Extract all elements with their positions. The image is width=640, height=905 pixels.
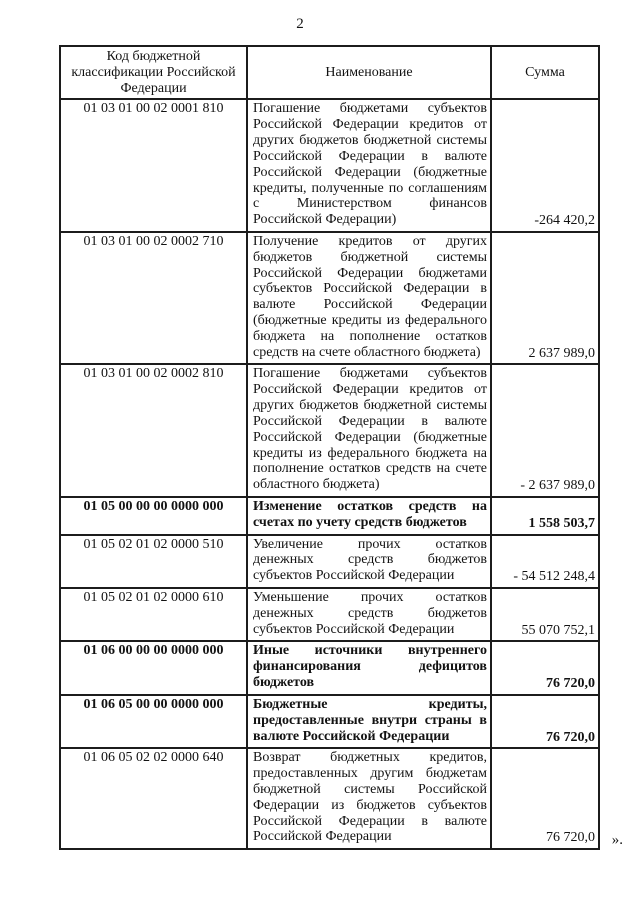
- row-sum: 2 637 989,0: [491, 232, 599, 365]
- table-row: [60, 641, 599, 694]
- row-sum: 55 070 752,1: [491, 588, 599, 641]
- header-sum-column: Сумма: [491, 46, 599, 99]
- row-name: Получение кредитов от других бюджетов бюджетной системы Российской Федерации бюджетами субъектов Российской Федерации в валюте Российской Федерации (бюджетные кредиты из федерального бюджета на пополнение остатков средств на счете областного бюджета): [247, 232, 491, 365]
- table-row: [60, 695, 599, 748]
- row-sum: 76 720,0: [491, 641, 599, 694]
- row-sum: 76 720,0: [491, 695, 599, 748]
- row-code: 01 06 05 02 02 0000 640: [60, 748, 247, 849]
- row-code: 01 05 02 01 02 0000 510: [60, 535, 247, 588]
- table-header: [60, 46, 599, 99]
- budget-classification-table: [59, 45, 600, 850]
- table-row: [60, 588, 599, 641]
- row-name: Иные источники внутреннего финансирования дефицитов бюджетов: [247, 641, 491, 694]
- row-name: Уменьшение прочих остатков денежных средств бюджетов субъектов Российской Федерации: [247, 588, 491, 641]
- row-sum: 76 720,0: [491, 748, 599, 849]
- row-sum: - 2 637 989,0: [491, 364, 599, 497]
- row-code: 01 05 00 00 00 0000 000: [60, 497, 247, 535]
- header-code-column: Код бюджетной классификации Российской Федерации: [60, 46, 247, 99]
- header-name-column: Наименование: [247, 46, 491, 99]
- table-row: [60, 748, 599, 849]
- row-sum: - 54 512 248,4: [491, 535, 599, 588]
- row-code: 01 05 02 01 02 0000 610: [60, 588, 247, 641]
- row-name: Возврат бюджетных кредитов, предоставленных другим бюджетам бюджетной системы Российской Федерации из бюджетов субъектов Российской Федерации в валюте Российской Федерации: [247, 748, 491, 849]
- table-body: [60, 99, 599, 849]
- table-row: [60, 535, 599, 588]
- budget-table-container: [59, 45, 623, 850]
- table-row: [60, 99, 599, 232]
- row-sum: 1 558 503,7: [491, 497, 599, 535]
- row-name: Изменение остатков средств на счетах по учету средств бюджетов: [247, 497, 491, 535]
- row-name: Погашение бюджетами субъектов Российской Федерации кредитов от других бюджетов бюджетной системы Российской Федерации в валюте Российской Федерации (бюджетные кредиты из федерального бюджета на пополнение остатков средств на счете областного бюджета): [247, 364, 491, 497]
- row-code: 01 06 00 00 00 0000 000: [60, 641, 247, 694]
- row-code: 01 03 01 00 02 0001 810: [60, 99, 247, 232]
- row-sum: -264 420,2: [491, 99, 599, 232]
- row-name: Бюджетные кредиты, предоставленные внутри страны в валюте Российской Федерации: [247, 695, 491, 748]
- table-row: [60, 364, 599, 497]
- row-code: 01 03 01 00 02 0002 810: [60, 364, 247, 497]
- header-row: [60, 46, 599, 99]
- table-row: [60, 232, 599, 365]
- row-name: Погашение бюджетами субъектов Российской Федерации кредитов от других бюджетов бюджетной системы Российской Федерации в валюте Российской Федерации (бюджетные кредиты, полученные по соглашениям с Министерством финансов Российской Федерации): [247, 99, 491, 232]
- row-name: Увеличение прочих остатков денежных средств бюджетов субъектов Российской Федерации: [247, 535, 491, 588]
- closing-quote-mark: ».: [611, 832, 623, 849]
- row-code: 01 06 05 00 00 0000 000: [60, 695, 247, 748]
- row-code: 01 03 01 00 02 0002 710: [60, 232, 247, 365]
- table-row: [60, 497, 599, 535]
- page-number: 2: [296, 16, 304, 32]
